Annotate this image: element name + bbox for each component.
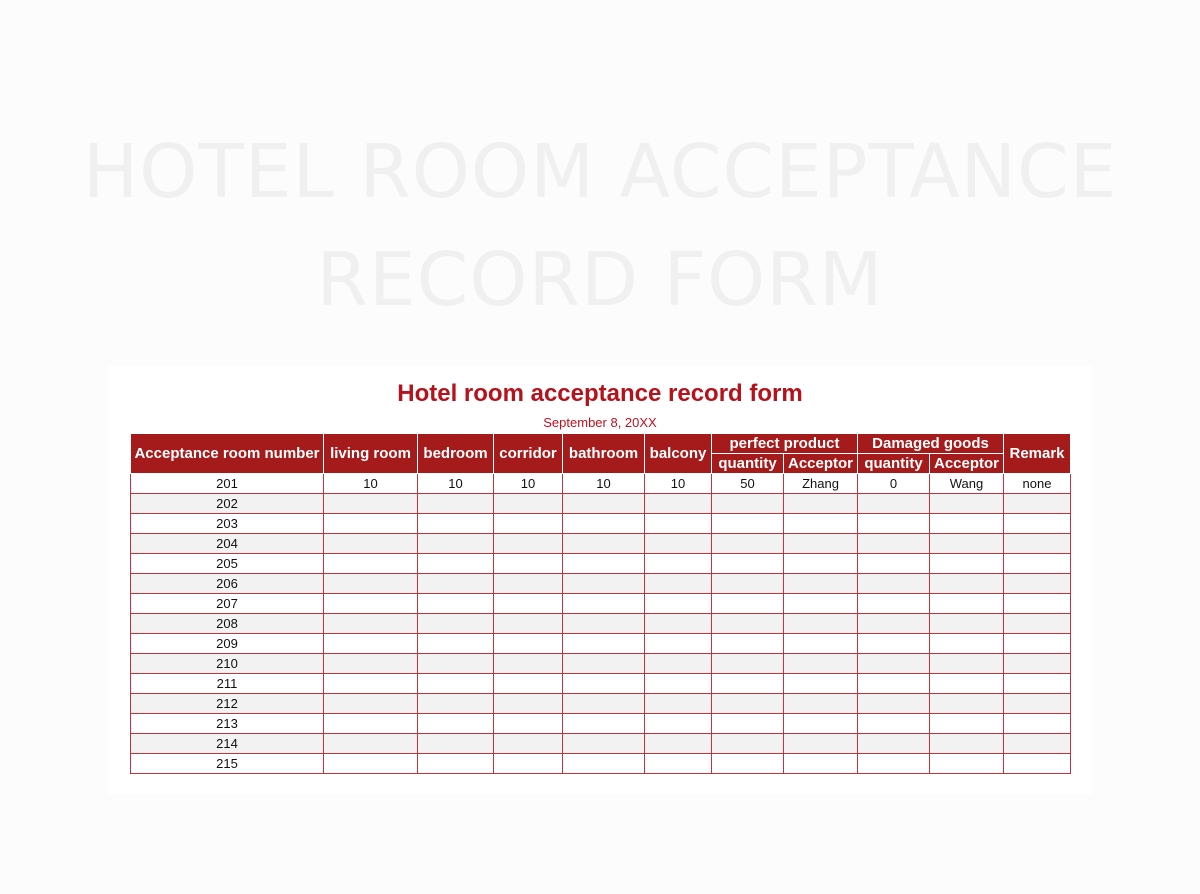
- cell-damaged-quantity[interactable]: [858, 674, 930, 694]
- cell-damaged-quantity[interactable]: [858, 534, 930, 554]
- cell-bathroom[interactable]: [563, 734, 645, 754]
- cell-damaged-acceptor[interactable]: Wang: [930, 474, 1004, 494]
- header-balcony: balcony: [645, 434, 712, 474]
- cell-perfect-quantity[interactable]: [712, 714, 784, 734]
- cell-bathroom[interactable]: [563, 594, 645, 614]
- cell-balcony[interactable]: [645, 494, 712, 514]
- cell-damaged-quantity[interactable]: [858, 614, 930, 634]
- cell-room[interactable]: 209: [131, 634, 324, 654]
- cell-damaged-acceptor[interactable]: [930, 574, 1004, 594]
- form-date: September 8, 20XX: [543, 415, 657, 430]
- table-row: [131, 614, 1071, 634]
- cell-balcony[interactable]: [645, 734, 712, 754]
- cell-room[interactable]: 203: [131, 514, 324, 534]
- cell-damaged-acceptor[interactable]: [930, 714, 1004, 734]
- watermark-title: [0, 118, 1200, 334]
- table-row: [131, 694, 1071, 714]
- cell-living-room[interactable]: [324, 674, 418, 694]
- cell-living-room[interactable]: [324, 614, 418, 634]
- cell-bathroom[interactable]: [563, 674, 645, 694]
- header-damaged-acceptor: Acceptor: [930, 454, 1004, 474]
- table-row: [131, 714, 1071, 734]
- cell-living-room[interactable]: [324, 694, 418, 714]
- cell-remark[interactable]: [1004, 694, 1071, 714]
- cell-bathroom[interactable]: [563, 634, 645, 654]
- cell-bathroom[interactable]: [563, 754, 645, 774]
- cell-perfect-acceptor[interactable]: [784, 714, 858, 734]
- cell-room[interactable]: 207: [131, 594, 324, 614]
- cell-remark[interactable]: [1004, 554, 1071, 574]
- cell-damaged-acceptor[interactable]: [930, 554, 1004, 574]
- cell-perfect-acceptor[interactable]: [784, 494, 858, 514]
- cell-balcony[interactable]: [645, 614, 712, 634]
- cell-corridor[interactable]: [494, 734, 563, 754]
- cell-damaged-acceptor[interactable]: [930, 754, 1004, 774]
- cell-perfect-acceptor[interactable]: [784, 654, 858, 674]
- watermark-line-2: RECORD FORM: [316, 237, 884, 323]
- cell-bedroom[interactable]: [418, 634, 494, 654]
- header-living-room: living room: [324, 434, 418, 474]
- cell-corridor[interactable]: [494, 514, 563, 534]
- cell-remark[interactable]: [1004, 754, 1071, 774]
- cell-balcony[interactable]: [645, 634, 712, 654]
- cell-damaged-acceptor[interactable]: [930, 594, 1004, 614]
- cell-damaged-quantity[interactable]: 0: [858, 474, 930, 494]
- cell-bedroom[interactable]: [418, 574, 494, 594]
- cell-living-room[interactable]: [324, 514, 418, 534]
- cell-remark[interactable]: [1004, 714, 1071, 734]
- cell-balcony[interactable]: [645, 694, 712, 714]
- cell-room[interactable]: 201: [131, 474, 324, 494]
- cell-damaged-quantity[interactable]: [858, 594, 930, 614]
- cell-damaged-quantity[interactable]: [858, 634, 930, 654]
- cell-bedroom[interactable]: [418, 534, 494, 554]
- cell-corridor[interactable]: [494, 634, 563, 654]
- cell-corridor[interactable]: [494, 614, 563, 634]
- cell-damaged-acceptor[interactable]: [930, 614, 1004, 634]
- cell-perfect-acceptor[interactable]: [784, 594, 858, 614]
- cell-perfect-quantity[interactable]: [712, 594, 784, 614]
- cell-room[interactable]: 214: [131, 734, 324, 754]
- cell-bedroom[interactable]: [418, 554, 494, 574]
- table-row: [131, 554, 1071, 574]
- cell-perfect-acceptor[interactable]: [784, 614, 858, 634]
- cell-balcony[interactable]: [645, 594, 712, 614]
- cell-perfect-quantity[interactable]: [712, 614, 784, 634]
- cell-corridor[interactable]: 10: [494, 474, 563, 494]
- cell-bedroom[interactable]: [418, 654, 494, 674]
- header-damaged-goods: Damaged goods: [858, 434, 1004, 454]
- cell-perfect-acceptor[interactable]: [784, 754, 858, 774]
- table-row: [131, 574, 1071, 594]
- cell-corridor[interactable]: [494, 534, 563, 554]
- cell-balcony[interactable]: [645, 714, 712, 734]
- cell-living-room[interactable]: [324, 594, 418, 614]
- cell-perfect-quantity[interactable]: [712, 754, 784, 774]
- cell-living-room[interactable]: [324, 714, 418, 734]
- cell-remark[interactable]: [1004, 634, 1071, 654]
- cell-living-room[interactable]: [324, 734, 418, 754]
- cell-bathroom[interactable]: 10: [563, 474, 645, 494]
- cell-room[interactable]: 205: [131, 554, 324, 574]
- cell-damaged-quantity[interactable]: [858, 654, 930, 674]
- cell-perfect-quantity[interactable]: [712, 734, 784, 754]
- cell-bathroom[interactable]: [563, 554, 645, 574]
- cell-damaged-quantity[interactable]: [858, 714, 930, 734]
- cell-damaged-quantity[interactable]: [858, 574, 930, 594]
- table-row: [131, 474, 1071, 494]
- cell-corridor[interactable]: [494, 754, 563, 774]
- cell-bathroom[interactable]: [563, 714, 645, 734]
- cell-room[interactable]: 212: [131, 694, 324, 714]
- cell-perfect-acceptor[interactable]: [784, 674, 858, 694]
- cell-perfect-quantity[interactable]: [712, 634, 784, 654]
- cell-room[interactable]: 202: [131, 494, 324, 514]
- cell-perfect-acceptor[interactable]: [784, 694, 858, 714]
- cell-corridor[interactable]: [494, 714, 563, 734]
- cell-living-room[interactable]: [324, 654, 418, 674]
- cell-balcony[interactable]: [645, 674, 712, 694]
- table-row: [131, 634, 1071, 654]
- cell-remark[interactable]: [1004, 594, 1071, 614]
- table-row: [131, 734, 1071, 754]
- cell-perfect-quantity[interactable]: [712, 654, 784, 674]
- cell-remark[interactable]: [1004, 674, 1071, 694]
- cell-perfect-quantity[interactable]: [712, 554, 784, 574]
- cell-perfect-acceptor[interactable]: Zhang: [784, 474, 858, 494]
- cell-perfect-quantity[interactable]: [712, 534, 784, 554]
- cell-room[interactable]: 215: [131, 754, 324, 774]
- cell-living-room[interactable]: 10: [324, 474, 418, 494]
- cell-balcony[interactable]: [645, 554, 712, 574]
- cell-damaged-quantity[interactable]: [858, 694, 930, 714]
- cell-bathroom[interactable]: [563, 614, 645, 634]
- cell-remark[interactable]: [1004, 654, 1071, 674]
- cell-bedroom[interactable]: [418, 674, 494, 694]
- table-row: [131, 754, 1071, 774]
- cell-perfect-acceptor[interactable]: [784, 514, 858, 534]
- cell-corridor[interactable]: [494, 554, 563, 574]
- cell-bedroom[interactable]: [418, 614, 494, 634]
- header-perfect-acceptor: Acceptor: [784, 454, 858, 474]
- acceptance-table: [130, 433, 1071, 774]
- cell-damaged-quantity[interactable]: [858, 554, 930, 574]
- cell-damaged-acceptor[interactable]: [930, 674, 1004, 694]
- table-row: [131, 674, 1071, 694]
- cell-perfect-acceptor[interactable]: [784, 554, 858, 574]
- cell-damaged-acceptor[interactable]: [930, 534, 1004, 554]
- cell-damaged-acceptor[interactable]: [930, 734, 1004, 754]
- cell-perfect-quantity[interactable]: [712, 674, 784, 694]
- cell-room[interactable]: 213: [131, 714, 324, 734]
- header-bathroom: bathroom: [563, 434, 645, 474]
- cell-damaged-acceptor[interactable]: [930, 694, 1004, 714]
- cell-corridor[interactable]: [494, 594, 563, 614]
- cell-perfect-quantity[interactable]: [712, 514, 784, 534]
- cell-remark[interactable]: none: [1004, 474, 1071, 494]
- watermark-line-1: HOTEL ROOM ACCEPTANCE: [82, 129, 1118, 215]
- cell-perfect-quantity[interactable]: 50: [712, 474, 784, 494]
- cell-room[interactable]: 211: [131, 674, 324, 694]
- cell-living-room[interactable]: [324, 754, 418, 774]
- form-title: Hotel room acceptance record form: [397, 380, 803, 407]
- cell-balcony[interactable]: [645, 514, 712, 534]
- cell-damaged-acceptor[interactable]: [930, 654, 1004, 674]
- cell-corridor[interactable]: [494, 654, 563, 674]
- cell-corridor[interactable]: [494, 694, 563, 714]
- cell-remark[interactable]: [1004, 574, 1071, 594]
- cell-room[interactable]: 208: [131, 614, 324, 634]
- cell-living-room[interactable]: [324, 554, 418, 574]
- cell-balcony[interactable]: 10: [645, 474, 712, 494]
- cell-bathroom[interactable]: [563, 694, 645, 714]
- cell-bedroom[interactable]: [418, 694, 494, 714]
- cell-bathroom[interactable]: [563, 514, 645, 534]
- cell-perfect-quantity[interactable]: [712, 494, 784, 514]
- cell-balcony[interactable]: [645, 574, 712, 594]
- table-row: [131, 594, 1071, 614]
- cell-damaged-quantity[interactable]: [858, 754, 930, 774]
- header-damaged-quantity: quantity: [858, 454, 930, 474]
- cell-bedroom[interactable]: [418, 754, 494, 774]
- cell-damaged-acceptor[interactable]: [930, 634, 1004, 654]
- cell-room[interactable]: 204: [131, 534, 324, 554]
- table-row: [131, 514, 1071, 534]
- header-perfect-product: perfect product: [712, 434, 858, 454]
- cell-bedroom[interactable]: [418, 494, 494, 514]
- cell-bathroom[interactable]: [563, 574, 645, 594]
- cell-bedroom[interactable]: [418, 594, 494, 614]
- cell-damaged-acceptor[interactable]: [930, 514, 1004, 534]
- cell-remark[interactable]: [1004, 734, 1071, 754]
- cell-bedroom[interactable]: [418, 514, 494, 534]
- cell-corridor[interactable]: [494, 574, 563, 594]
- cell-remark[interactable]: [1004, 534, 1071, 554]
- header-corridor: corridor: [494, 434, 563, 474]
- cell-bathroom[interactable]: [563, 654, 645, 674]
- cell-living-room[interactable]: [324, 534, 418, 554]
- cell-perfect-acceptor[interactable]: [784, 634, 858, 654]
- cell-living-room[interactable]: [324, 494, 418, 514]
- cell-corridor[interactable]: [494, 674, 563, 694]
- table-row: [131, 534, 1071, 554]
- cell-perfect-quantity[interactable]: [712, 574, 784, 594]
- cell-bedroom[interactable]: [418, 734, 494, 754]
- cell-perfect-acceptor[interactable]: [784, 574, 858, 594]
- table-row: [131, 494, 1071, 514]
- cell-damaged-quantity[interactable]: [858, 494, 930, 514]
- cell-bedroom[interactable]: [418, 714, 494, 734]
- cell-balcony[interactable]: [645, 654, 712, 674]
- cell-perfect-acceptor[interactable]: [784, 534, 858, 554]
- cell-room[interactable]: 206: [131, 574, 324, 594]
- cell-remark[interactable]: [1004, 614, 1071, 634]
- cell-bathroom[interactable]: [563, 534, 645, 554]
- cell-perfect-acceptor[interactable]: [784, 734, 858, 754]
- cell-balcony[interactable]: [645, 534, 712, 554]
- cell-living-room[interactable]: [324, 574, 418, 594]
- cell-corridor[interactable]: [494, 494, 563, 514]
- cell-damaged-quantity[interactable]: [858, 734, 930, 754]
- cell-bedroom[interactable]: 10: [418, 474, 494, 494]
- header-perfect-quantity: quantity: [712, 454, 784, 474]
- cell-remark[interactable]: [1004, 494, 1071, 514]
- cell-room[interactable]: 210: [131, 654, 324, 674]
- cell-damaged-acceptor[interactable]: [930, 494, 1004, 514]
- cell-remark[interactable]: [1004, 514, 1071, 534]
- header-room-number: Acceptance room number: [131, 434, 324, 474]
- cell-balcony[interactable]: [645, 754, 712, 774]
- cell-damaged-quantity[interactable]: [858, 514, 930, 534]
- cell-bathroom[interactable]: [563, 494, 645, 514]
- cell-living-room[interactable]: [324, 634, 418, 654]
- header-remark: Remark: [1004, 434, 1071, 474]
- cell-perfect-quantity[interactable]: [712, 694, 784, 714]
- header-bedroom: bedroom: [418, 434, 494, 474]
- table-row: [131, 654, 1071, 674]
